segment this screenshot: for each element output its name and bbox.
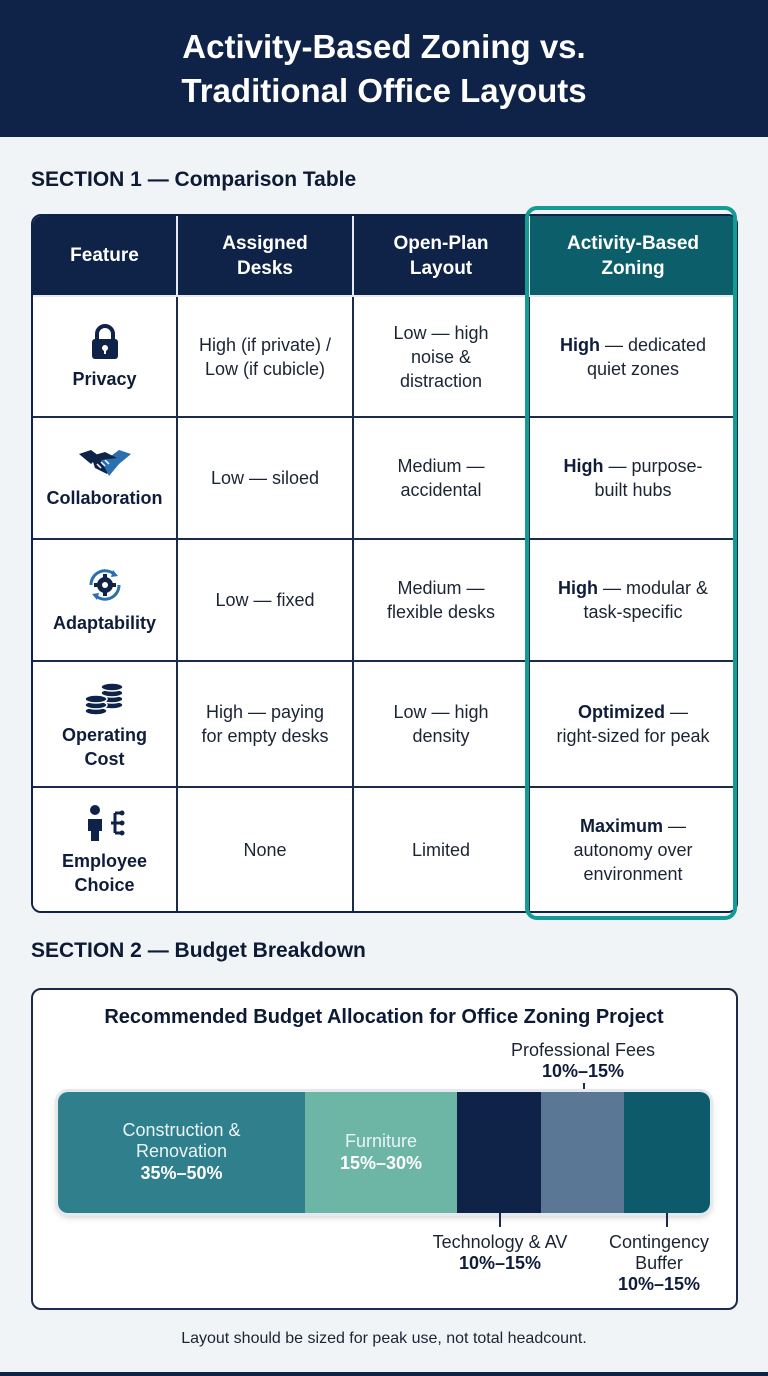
header-assigned-desks: Assigned Desks	[177, 216, 353, 296]
callout-label-line-2: Buffer	[635, 1253, 683, 1273]
feature-cell-collaboration	[33, 417, 177, 539]
abz-cell: High — dedicated quiet zones	[529, 296, 736, 417]
bar-segment-furniture	[305, 1092, 457, 1213]
segment-label-line-1: Construction &	[122, 1120, 241, 1140]
header-feature: Feature	[33, 216, 177, 296]
table-row	[33, 661, 736, 787]
coin-stack-icon	[84, 677, 126, 717]
abz-cell: Optimized — right-sized for peak	[529, 661, 736, 787]
feature-label-line-1: Employee	[61, 850, 148, 871]
gear-cycle-icon	[85, 565, 125, 605]
table-row	[33, 787, 736, 911]
table-row	[33, 539, 736, 661]
open-plan-cell: Low — high density	[353, 661, 529, 787]
section1-heading: SECTION 1 — Comparison Table	[31, 168, 357, 191]
leader-line-technology	[499, 1213, 501, 1227]
callout-contingency	[596, 1232, 722, 1295]
feature-label: Privacy	[72, 368, 137, 389]
table-header-row	[33, 216, 736, 296]
callout-range: 10%–15%	[541, 1061, 625, 1081]
abz-cell: High — modular & task-specific	[529, 539, 736, 661]
callout-label-line-1: Contingency	[608, 1232, 710, 1252]
leader-line-contingency	[666, 1213, 668, 1227]
feature-label-line-2: Choice	[74, 874, 135, 895]
budget-chart-title: Recommended Budget Allocation for Office Zoning Project	[104, 1006, 664, 1028]
table-row	[33, 417, 736, 539]
segment-range: 15%–30%	[339, 1152, 423, 1173]
page-title-line-2: Traditional Office Layouts	[181, 71, 587, 109]
assigned-cell: High (if private) / Low (if cubicle)	[177, 296, 353, 417]
footnote: Layout should be sized for peak use, not total headcount.	[181, 1330, 587, 1347]
handshake-icon	[77, 446, 133, 480]
page-header	[0, 0, 768, 137]
assigned-cell: Low — fixed	[177, 539, 353, 661]
table-row	[33, 296, 736, 417]
lock-icon	[88, 323, 122, 361]
feature-label-line-2: Cost	[84, 749, 125, 769]
callout-range: 10%–15%	[458, 1253, 542, 1273]
bar-segment-technology	[457, 1092, 541, 1213]
assigned-cell: None	[177, 787, 353, 911]
feature-cell-privacy	[33, 296, 177, 417]
comparison-table	[31, 214, 738, 913]
budget-stacked-bar	[58, 1092, 710, 1213]
feature-label: Collaboration	[46, 488, 163, 508]
bar-segment-contingency	[624, 1092, 710, 1213]
abz-cell: Maximum — autonomy over environment	[529, 787, 736, 911]
feature-label: Adaptability	[52, 613, 156, 633]
person-choice-icon	[85, 803, 125, 843]
bar-segment-construction	[58, 1092, 305, 1213]
assigned-cell: Low — siloed	[177, 417, 353, 539]
bottom-rule	[0, 1372, 768, 1376]
header-open-plan: Open-Plan Layout	[353, 216, 529, 296]
bar-segment-professional-fees	[541, 1092, 624, 1213]
assigned-cell: High — paying for empty desks	[177, 661, 353, 787]
segment-range: 35%–50%	[140, 1163, 223, 1183]
section2-heading: SECTION 2 — Budget Breakdown	[31, 939, 366, 962]
segment-label-line-2: Renovation	[135, 1141, 228, 1161]
callout-label: Professional Fees	[510, 1040, 656, 1060]
open-plan-cell: Medium — accidental	[353, 417, 529, 539]
callout-range: 10%–15%	[617, 1274, 701, 1294]
feature-cell-employee-choice	[33, 787, 177, 911]
page-title-line-1: Activity-Based Zoning vs.	[182, 27, 586, 65]
callout-label: Technology & AV	[432, 1232, 568, 1252]
open-plan-cell: Limited	[353, 787, 529, 911]
header-activity-based-zoning: Activity-Based Zoning	[529, 216, 736, 296]
feature-label-line-1: Operating	[61, 725, 147, 745]
open-plan-cell: Medium — flexible desks	[353, 539, 529, 661]
callout-professional-fees	[480, 1040, 686, 1082]
feature-cell-adaptability	[33, 539, 177, 661]
feature-cell-operating-cost	[33, 661, 177, 787]
open-plan-cell: Low — high noise & distraction	[353, 296, 529, 417]
abz-cell: High — purpose- built hubs	[529, 417, 736, 539]
callout-technology	[410, 1232, 590, 1274]
segment-label: Furniture	[344, 1130, 418, 1151]
